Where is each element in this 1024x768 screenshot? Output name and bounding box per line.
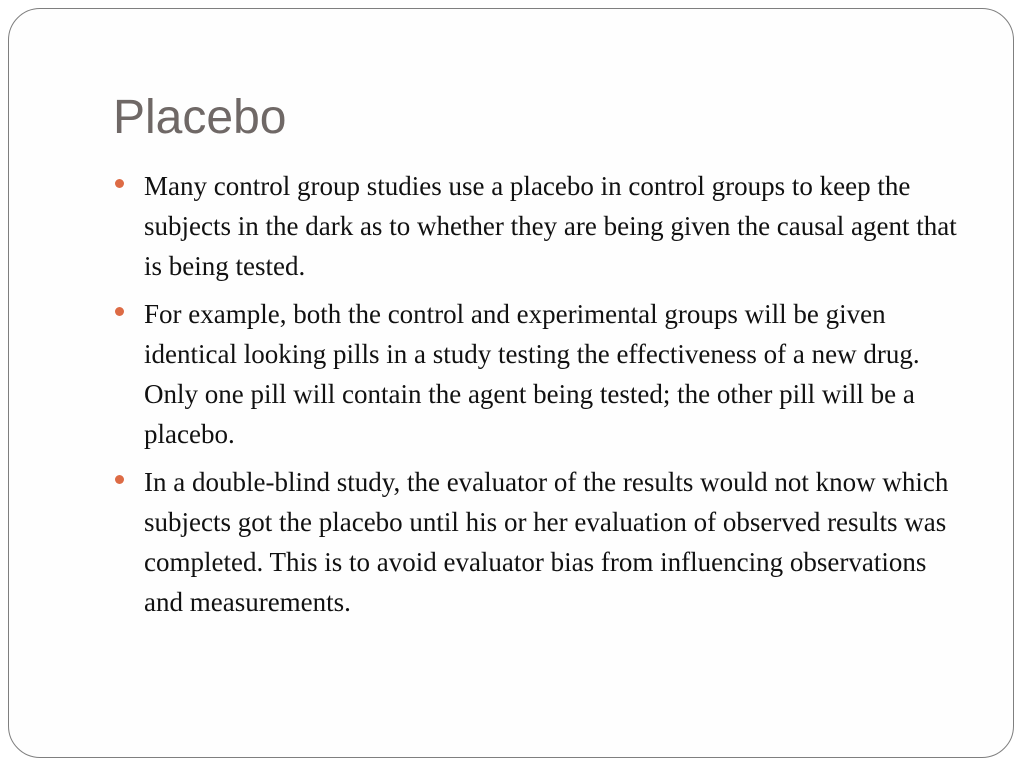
bullet-text-3: In a double-blind study, the evaluator of the results would not know which subjects got the placebo until his or her evaluation of observed results was completed. This is to avoid evaluator bias from influencing observations and measurements. [144, 467, 949, 617]
bullet-dot-icon [115, 179, 124, 188]
slide-title: Placebo [113, 91, 287, 144]
bullet-text-1: Many control group studies use a placebo in control groups to keep the subjects in the dark as to whether they are being given the causal agent that is being tested. [144, 171, 957, 281]
bullet-item-1 [112, 166, 970, 286]
bullet-dot-icon [115, 307, 124, 316]
bullet-item-2 [112, 294, 970, 454]
bullet-text-2: For example, both the control and experimental groups will be given identical looking pills in a study testing the effectiveness of a new drug. Only one pill will contain the agent being tested; the other pill will be a placebo. [144, 299, 920, 449]
bullet-dot-icon [115, 475, 124, 484]
bullet-list [112, 166, 970, 630]
bullet-item-3 [112, 462, 970, 622]
